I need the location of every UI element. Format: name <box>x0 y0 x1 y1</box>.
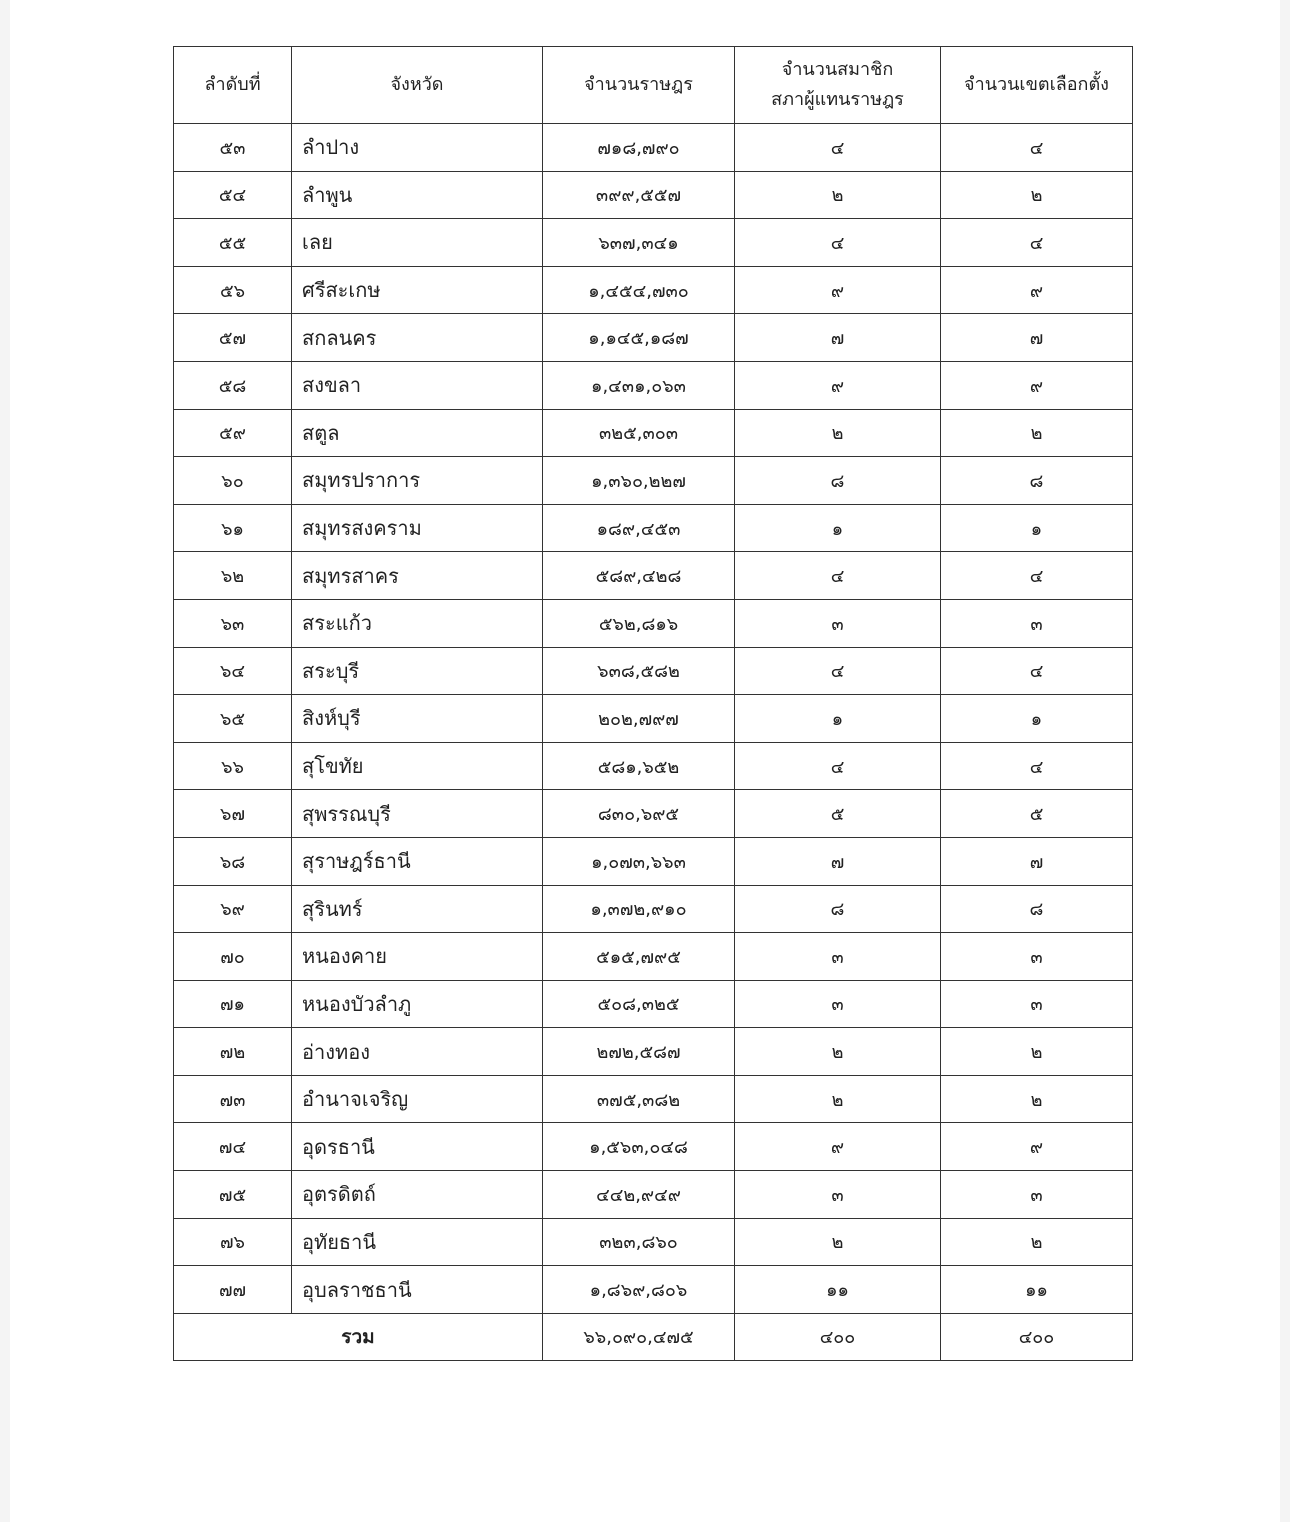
row-population-cell: ๖๓๘,๕๘๒ <box>543 647 735 695</box>
header-province: จังหวัด <box>292 47 543 124</box>
row-order-cell: ๗๖ <box>174 1218 292 1266</box>
row-districts-cell: ๒ <box>941 1075 1133 1123</box>
row-order-cell: ๖๕ <box>174 695 292 743</box>
row-population-cell: ๖๓๗,๓๔๑ <box>543 219 735 267</box>
row-districts-cell: ๔ <box>941 219 1133 267</box>
row-population-cell: ๓๒๕,๓๐๓ <box>543 409 735 457</box>
row-order-cell: ๖๗ <box>174 790 292 838</box>
row-population-cell: ๕๘๑,๖๕๒ <box>543 742 735 790</box>
row-order-cell: ๖๖ <box>174 742 292 790</box>
row-province-cell: สตูล <box>292 409 543 457</box>
row-province-cell: อุดรธานี <box>292 1123 543 1171</box>
row-order-cell: ๗๐ <box>174 933 292 981</box>
row-population-cell: ๓๒๓,๘๖๐ <box>543 1218 735 1266</box>
header-row <box>174 47 1133 124</box>
row-members-cell: ๗ <box>735 314 941 362</box>
row-province-cell: สิงห์บุรี <box>292 695 543 743</box>
header-population: จำนวนราษฎร <box>543 47 735 124</box>
row-members-cell: ๒ <box>735 1218 941 1266</box>
row-members-cell: ๗ <box>735 837 941 885</box>
row-order-cell: ๕๓ <box>174 124 292 172</box>
row-members-cell: ๑๑ <box>735 1266 941 1314</box>
row-province-cell: ลำพูน <box>292 171 543 219</box>
row-districts-cell: ๓ <box>941 933 1133 981</box>
table-row <box>174 647 1133 695</box>
row-order-cell: ๖๓ <box>174 599 292 647</box>
total-row <box>174 1313 1133 1360</box>
table-row <box>174 1266 1133 1314</box>
row-order-cell: ๖๘ <box>174 837 292 885</box>
row-population-cell: ๑,๕๖๓,๐๔๘ <box>543 1123 735 1171</box>
table-body <box>174 124 1133 1314</box>
row-province-cell: สุพรรณบุรี <box>292 790 543 838</box>
row-members-cell: ๒ <box>735 1028 941 1076</box>
row-population-cell: ๕๘๙,๔๒๘ <box>543 552 735 600</box>
row-order-cell: ๖๔ <box>174 647 292 695</box>
row-districts-cell: ๙ <box>941 361 1133 409</box>
row-districts-cell: ๔ <box>941 552 1133 600</box>
row-population-cell: ๕๖๒,๘๑๖ <box>543 599 735 647</box>
row-province-cell: อุบลราชธานี <box>292 1266 543 1314</box>
row-districts-cell: ๑ <box>941 504 1133 552</box>
row-districts-cell: ๑๑ <box>941 1266 1133 1314</box>
table-row <box>174 124 1133 172</box>
table-row <box>174 504 1133 552</box>
table-row <box>174 933 1133 981</box>
row-province-cell: หนองบัวลำภู <box>292 980 543 1028</box>
table-row <box>174 695 1133 743</box>
row-province-cell: สุราษฎร์ธานี <box>292 837 543 885</box>
row-order-cell: ๕๗ <box>174 314 292 362</box>
table-row <box>174 742 1133 790</box>
header-districts: จำนวนเขตเลือกตั้ง <box>941 47 1133 124</box>
table-row <box>174 219 1133 267</box>
row-province-cell: สุรินทร์ <box>292 885 543 933</box>
row-population-cell: ๑,๑๔๕,๑๘๗ <box>543 314 735 362</box>
row-population-cell: ๕๑๕,๗๙๕ <box>543 933 735 981</box>
row-province-cell: ศรีสะเกษ <box>292 266 543 314</box>
row-order-cell: ๖๑ <box>174 504 292 552</box>
row-members-cell: ๙ <box>735 361 941 409</box>
table-row <box>174 361 1133 409</box>
row-members-cell: ๓ <box>735 599 941 647</box>
table-row <box>174 1218 1133 1266</box>
row-population-cell: ๑,๓๗๒,๙๑๐ <box>543 885 735 933</box>
row-members-cell: ๔ <box>735 219 941 267</box>
header-members-line2: สภาผู้แทนราษฎร <box>771 89 904 110</box>
row-members-cell: ๒ <box>735 1075 941 1123</box>
row-population-cell: ๓๙๙,๕๕๗ <box>543 171 735 219</box>
table-row <box>174 1123 1133 1171</box>
table-row <box>174 599 1133 647</box>
total-districts: ๔๐๐ <box>941 1313 1133 1360</box>
row-order-cell: ๕๕ <box>174 219 292 267</box>
row-members-cell: ๑ <box>735 695 941 743</box>
table-row <box>174 409 1133 457</box>
row-districts-cell: ๔ <box>941 124 1133 172</box>
row-members-cell: ๕ <box>735 790 941 838</box>
table-row <box>174 457 1133 505</box>
row-members-cell: ๘ <box>735 457 941 505</box>
row-population-cell: ๒๐๒,๗๙๗ <box>543 695 735 743</box>
row-members-cell: ๒ <box>735 409 941 457</box>
row-order-cell: ๕๘ <box>174 361 292 409</box>
row-order-cell: ๗๗ <box>174 1266 292 1314</box>
row-districts-cell: ๙ <box>941 266 1133 314</box>
row-districts-cell: ๘ <box>941 885 1133 933</box>
table-row <box>174 314 1133 362</box>
table-row <box>174 790 1133 838</box>
row-members-cell: ๓ <box>735 933 941 981</box>
total-population: ๖๖,๐๙๐,๔๗๕ <box>543 1313 735 1360</box>
row-order-cell: ๖๙ <box>174 885 292 933</box>
row-province-cell: สงขลา <box>292 361 543 409</box>
row-province-cell: สมุทรสาคร <box>292 552 543 600</box>
row-population-cell: ๑,๔๕๔,๗๓๐ <box>543 266 735 314</box>
row-population-cell: ๑,๐๗๓,๖๖๓ <box>543 837 735 885</box>
total-label: รวม <box>174 1313 543 1360</box>
row-members-cell: ๔ <box>735 647 941 695</box>
row-members-cell: ๑ <box>735 504 941 552</box>
row-districts-cell: ๓ <box>941 1171 1133 1219</box>
row-population-cell: ๔๔๒,๙๔๙ <box>543 1171 735 1219</box>
row-province-cell: อำนาจเจริญ <box>292 1075 543 1123</box>
row-order-cell: ๗๕ <box>174 1171 292 1219</box>
row-districts-cell: ๕ <box>941 790 1133 838</box>
row-districts-cell: ๔ <box>941 647 1133 695</box>
row-districts-cell: ๑ <box>941 695 1133 743</box>
row-province-cell: อุทัยธานี <box>292 1218 543 1266</box>
table-row <box>174 837 1133 885</box>
row-province-cell: หนองคาย <box>292 933 543 981</box>
row-districts-cell: ๔ <box>941 742 1133 790</box>
row-members-cell: ๔ <box>735 742 941 790</box>
row-districts-cell: ๗ <box>941 314 1133 362</box>
row-members-cell: ๔ <box>735 124 941 172</box>
row-members-cell: ๓ <box>735 1171 941 1219</box>
table-row <box>174 885 1133 933</box>
row-districts-cell: ๘ <box>941 457 1133 505</box>
row-province-cell: อ่างทอง <box>292 1028 543 1076</box>
row-districts-cell: ๓ <box>941 599 1133 647</box>
row-members-cell: ๙ <box>735 266 941 314</box>
row-population-cell: ๓๗๕,๓๘๒ <box>543 1075 735 1123</box>
row-population-cell: ๕๐๘,๓๒๕ <box>543 980 735 1028</box>
row-population-cell: ๑,๔๓๑,๐๖๓ <box>543 361 735 409</box>
row-order-cell: ๗๒ <box>174 1028 292 1076</box>
row-province-cell: ลำปาง <box>292 124 543 172</box>
row-members-cell: ๒ <box>735 171 941 219</box>
row-order-cell: ๖๒ <box>174 552 292 600</box>
row-population-cell: ๒๗๒,๕๘๗ <box>543 1028 735 1076</box>
table-row <box>174 171 1133 219</box>
document-page <box>10 0 1280 1522</box>
row-order-cell: ๕๔ <box>174 171 292 219</box>
row-order-cell: ๕๙ <box>174 409 292 457</box>
table-row <box>174 980 1133 1028</box>
row-districts-cell: ๗ <box>941 837 1133 885</box>
row-province-cell: สระบุรี <box>292 647 543 695</box>
row-districts-cell: ๒ <box>941 1028 1133 1076</box>
row-districts-cell: ๒ <box>941 171 1133 219</box>
table-row <box>174 266 1133 314</box>
row-province-cell: อุตรดิตถ์ <box>292 1171 543 1219</box>
row-population-cell: ๘๓๐,๖๙๕ <box>543 790 735 838</box>
row-province-cell: สมุทรสงคราม <box>292 504 543 552</box>
header-order: ลำดับที่ <box>174 47 292 124</box>
header-members <box>735 47 941 124</box>
row-members-cell: ๓ <box>735 980 941 1028</box>
table-row <box>174 552 1133 600</box>
row-population-cell: ๑,๘๖๙,๘๐๖ <box>543 1266 735 1314</box>
row-districts-cell: ๙ <box>941 1123 1133 1171</box>
row-province-cell: สระแก้ว <box>292 599 543 647</box>
row-members-cell: ๙ <box>735 1123 941 1171</box>
row-districts-cell: ๒ <box>941 409 1133 457</box>
row-members-cell: ๔ <box>735 552 941 600</box>
row-order-cell: ๗๓ <box>174 1075 292 1123</box>
row-population-cell: ๗๑๘,๗๙๐ <box>543 124 735 172</box>
total-members: ๔๐๐ <box>735 1313 941 1360</box>
row-population-cell: ๑,๓๖๐,๒๒๗ <box>543 457 735 505</box>
row-districts-cell: ๒ <box>941 1218 1133 1266</box>
row-province-cell: เลย <box>292 219 543 267</box>
row-order-cell: ๖๐ <box>174 457 292 505</box>
row-districts-cell: ๓ <box>941 980 1133 1028</box>
row-province-cell: สมุทรปราการ <box>292 457 543 505</box>
table-row <box>174 1171 1133 1219</box>
row-order-cell: ๗๑ <box>174 980 292 1028</box>
constituency-table <box>173 46 1133 1361</box>
table-row <box>174 1028 1133 1076</box>
row-members-cell: ๘ <box>735 885 941 933</box>
row-order-cell: ๕๖ <box>174 266 292 314</box>
row-population-cell: ๑๘๙,๔๕๓ <box>543 504 735 552</box>
table-row <box>174 1075 1133 1123</box>
header-members-line1: จำนวนสมาชิก <box>781 59 894 80</box>
row-province-cell: สกลนคร <box>292 314 543 362</box>
row-order-cell: ๗๔ <box>174 1123 292 1171</box>
row-province-cell: สุโขทัย <box>292 742 543 790</box>
